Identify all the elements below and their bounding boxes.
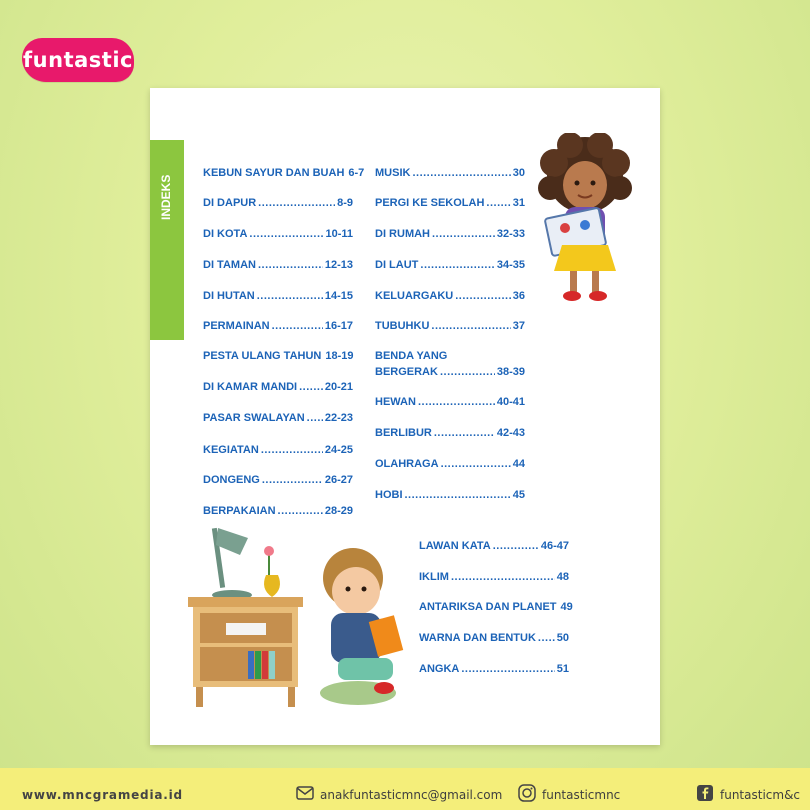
boy bbox=[320, 548, 403, 705]
index-entry: DI TAMAN ..... 12-13 bbox=[203, 258, 353, 272]
index-entry: PESTA ULANG TAHUN 18-19 bbox=[203, 350, 354, 362]
index-entry: ANTARIKSA DAN PLANET 49 bbox=[419, 601, 573, 613]
index-entry: BERLIBUR ..... 42-43 bbox=[375, 426, 525, 440]
bookshelf bbox=[188, 597, 303, 707]
email-link[interactable]: anakfuntasticmnc@gmail.com bbox=[320, 788, 503, 802]
girl-reading-illustration bbox=[530, 133, 640, 308]
boy-reading-illustration bbox=[188, 523, 418, 713]
girl-skirt bbox=[554, 245, 616, 271]
index-tab-label: INDEKS bbox=[159, 174, 173, 220]
index-entry: DI DAPUR ..... 8-9 bbox=[203, 196, 353, 210]
index-entry: ANGKA ..... 51 bbox=[419, 662, 569, 676]
girl-face bbox=[563, 161, 607, 209]
index-entry: BERGERAK ..... 38-39 bbox=[375, 365, 525, 379]
index-entry: LAWAN KATA ..... 46-47 bbox=[419, 539, 569, 553]
facebook-icon bbox=[696, 784, 714, 802]
index-entry: HOBI ..... 45 bbox=[375, 488, 525, 502]
index-entry: PASAR SWALAYAN ..... 22-23 bbox=[203, 411, 353, 425]
mail-icon bbox=[296, 784, 314, 802]
instagram-link[interactable]: funtasticmnc bbox=[542, 788, 621, 802]
index-entry: KELUARGAKU ..... 36 bbox=[375, 289, 525, 303]
index-entry: HEWAN ..... 40-41 bbox=[375, 395, 525, 409]
index-entry: KEGIATAN ..... 24-25 bbox=[203, 443, 353, 457]
desk-lamp bbox=[212, 528, 252, 600]
website-link[interactable]: www.mncgramedia.id bbox=[22, 788, 183, 802]
index-entry: BERPAKAIAN ..... 28-29 bbox=[203, 504, 353, 518]
index-entry: DI RUMAH ..... 32-33 bbox=[375, 227, 525, 241]
index-entry: KEBUN SAYUR DAN BUAH 6-7 bbox=[203, 167, 365, 179]
funtastic-logo: funtastic bbox=[22, 38, 134, 82]
index-entry: TUBUHKU ..... 37 bbox=[375, 319, 525, 333]
index-entry: PERGI KE SEKOLAH ..... 31 bbox=[375, 196, 525, 210]
boy-face bbox=[332, 567, 380, 615]
index-entry: MUSIK ..... 30 bbox=[375, 166, 525, 180]
index-page bbox=[150, 88, 660, 745]
index-entry: OLAHRAGA ..... 44 bbox=[375, 457, 525, 471]
vase bbox=[264, 546, 280, 597]
facebook-link[interactable]: funtasticm&c bbox=[720, 788, 801, 802]
instagram-icon bbox=[518, 784, 536, 802]
index-entry: DI LAUT ..... 34-35 bbox=[375, 258, 525, 272]
index-entry: WARNA DAN BENTUK ..... 50 bbox=[419, 631, 569, 645]
index-entry: DI HUTAN ..... 14-15 bbox=[203, 289, 353, 303]
index-entry-line1: BENDA YANG bbox=[375, 350, 448, 362]
index-entry: IKLIM ..... 48 bbox=[419, 570, 569, 584]
index-entry: DONGENG ..... 26-27 bbox=[203, 473, 353, 487]
index-entry: PERMAINAN ..... 16-17 bbox=[203, 319, 353, 333]
index-entry: DI KAMAR MANDI ..... 20-21 bbox=[203, 380, 353, 394]
index-entry: DI KOTA ..... 10-11 bbox=[203, 227, 353, 241]
